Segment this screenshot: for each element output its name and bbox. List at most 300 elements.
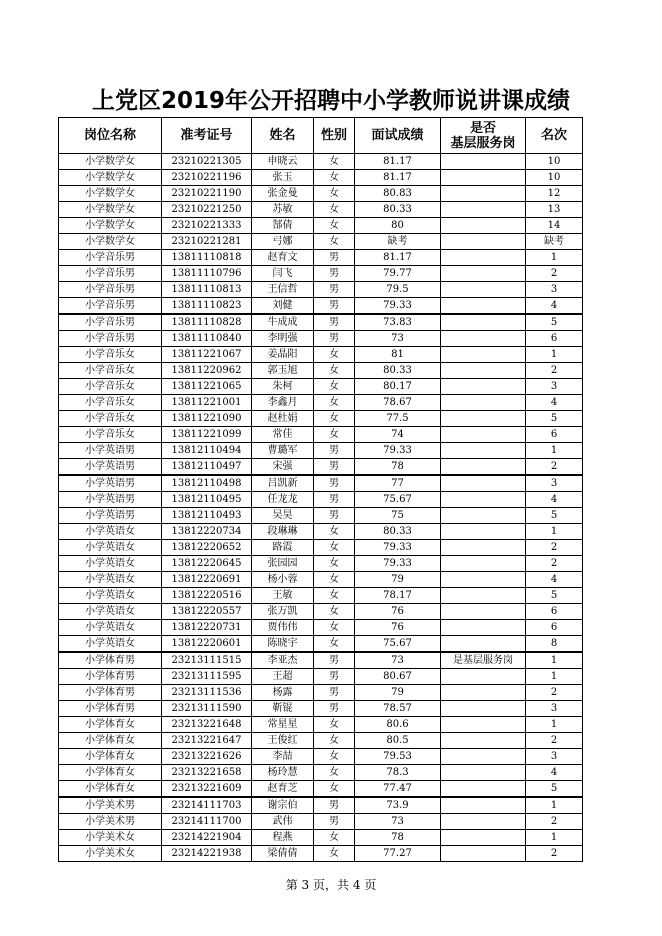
cell-name: 苏敏 [252,202,314,218]
cell-score: 75.67 [355,492,441,508]
cell-position: 小学音乐男 [59,331,162,347]
cell-name: 常星星 [252,717,314,733]
cell-exam-id: 23214111703 [162,797,252,814]
cell-gender: 男 [314,250,355,266]
cell-exam-id: 23213221648 [162,717,252,733]
table-row [59,331,583,347]
cell-score: 73 [355,814,441,830]
cell-gender: 女 [314,202,355,218]
table-row [59,814,583,830]
cell-position: 小学数学女 [59,202,162,218]
cell-score: 76 [355,620,441,636]
cell-position: 小学体育女 [59,733,162,749]
cell-score: 81 [355,347,441,363]
cell-grassroots [441,379,526,395]
table-body [59,154,583,862]
cell-rank: 1 [526,797,583,814]
cell-gender: 女 [314,218,355,234]
cell-score: 79 [355,685,441,701]
cell-rank: 1 [526,652,583,669]
cell-score: 73.9 [355,797,441,814]
cell-exam-id: 23214111700 [162,814,252,830]
cell-name: 申晓云 [252,154,314,170]
cell-position: 小学英语女 [59,604,162,620]
table-row [59,443,583,459]
cell-grassroots [441,669,526,685]
cell-position: 小学音乐男 [59,250,162,266]
cell-grassroots [441,459,526,476]
table-row [59,685,583,701]
cell-name: 赵育文 [252,250,314,266]
cell-exam-id: 13812110498 [162,475,252,492]
cell-gender: 女 [314,347,355,363]
cell-position: 小学体育男 [59,652,162,669]
cell-exam-id: 23210221250 [162,202,252,218]
cell-gender: 女 [314,524,355,540]
table-row [59,733,583,749]
table-row [59,314,583,331]
cell-exam-id: 13812110495 [162,492,252,508]
table-row [59,298,583,315]
table-row [59,717,583,733]
table-row [59,669,583,685]
cell-name: 曹璐军 [252,443,314,459]
header-exam-id: 准考证号 [162,118,252,154]
table-row [59,524,583,540]
cell-score: 79.5 [355,282,441,298]
cell-exam-id: 13811110828 [162,314,252,331]
cell-exam-id: 13812220734 [162,524,252,540]
cell-position: 小学音乐女 [59,427,162,443]
cell-name: 王信哲 [252,282,314,298]
cell-exam-id: 23213111595 [162,669,252,685]
table-row [59,620,583,636]
table-row [59,830,583,846]
table-row [59,186,583,202]
cell-rank: 13 [526,202,583,218]
table-row [59,652,583,669]
cell-grassroots [441,846,526,862]
cell-name: 杨玲慧 [252,765,314,781]
cell-name: 张园园 [252,556,314,572]
cell-rank: 6 [526,604,583,620]
cell-position: 小学英语男 [59,459,162,476]
cell-grassroots [441,347,526,363]
cell-gender: 男 [314,814,355,830]
cell-exam-id: 13811221065 [162,379,252,395]
cell-gender: 男 [314,314,355,331]
cell-score: 75 [355,508,441,524]
cell-grassroots [441,604,526,620]
cell-score: 80.17 [355,379,441,395]
table-row [59,395,583,411]
table-row [59,202,583,218]
cell-score: 79.53 [355,749,441,765]
table-row [59,363,583,379]
cell-gender: 男 [314,298,355,315]
cell-position: 小学体育男 [59,669,162,685]
cell-score: 80.5 [355,733,441,749]
cell-position: 小学数学女 [59,186,162,202]
cell-name: 李明强 [252,331,314,347]
cell-name: 武伟 [252,814,314,830]
cell-name: 刘健 [252,298,314,315]
cell-grassroots [441,314,526,331]
cell-position: 小学音乐男 [59,282,162,298]
cell-rank: 4 [526,395,583,411]
cell-score: 78.17 [355,588,441,604]
cell-score: 81.17 [355,170,441,186]
cell-rank: 6 [526,427,583,443]
cell-gender: 男 [314,443,355,459]
cell-rank: 1 [526,347,583,363]
cell-name: 郭玉旭 [252,363,314,379]
cell-grassroots [441,830,526,846]
cell-grassroots [441,170,526,186]
cell-exam-id: 13812220652 [162,540,252,556]
cell-score: 73 [355,331,441,347]
cell-gender: 女 [314,363,355,379]
cell-score: 80.6 [355,717,441,733]
cell-rank: 3 [526,282,583,298]
cell-name: 常佳 [252,427,314,443]
cell-gender: 男 [314,508,355,524]
cell-rank: 3 [526,701,583,717]
cell-grassroots [441,749,526,765]
table-row [59,797,583,814]
cell-position: 小学美术女 [59,846,162,862]
table-row [59,846,583,862]
cell-grassroots [441,298,526,315]
cell-gender: 女 [314,765,355,781]
cell-gender: 女 [314,604,355,620]
cell-score: 73 [355,652,441,669]
cell-rank: 5 [526,588,583,604]
cell-rank: 1 [526,830,583,846]
cell-exam-id: 13812110494 [162,443,252,459]
table-row [59,282,583,298]
cell-rank: 2 [526,733,583,749]
cell-grassroots [441,540,526,556]
cell-exam-id: 13811110840 [162,331,252,347]
cell-gender: 女 [314,830,355,846]
cell-score: 80.33 [355,524,441,540]
cell-rank: 2 [526,540,583,556]
cell-gender: 男 [314,459,355,476]
cell-rank: 2 [526,846,583,862]
cell-rank: 6 [526,620,583,636]
cell-gender: 男 [314,492,355,508]
cell-exam-id: 13812220731 [162,620,252,636]
table-row [59,636,583,653]
cell-gender: 女 [314,733,355,749]
cell-score: 78.57 [355,701,441,717]
cell-exam-id: 13811220962 [162,363,252,379]
header-grassroots: 是否 基层服务岗 [441,118,526,154]
cell-name: 路霞 [252,540,314,556]
cell-score: 79.33 [355,298,441,315]
cell-gender: 女 [314,556,355,572]
cell-exam-id: 13811110796 [162,266,252,282]
table-row [59,218,583,234]
table-row [59,765,583,781]
cell-rank: 3 [526,749,583,765]
cell-name: 张玉 [252,170,314,186]
cell-gender: 女 [314,749,355,765]
cell-name: 梁倩倩 [252,846,314,862]
cell-score: 80.33 [355,363,441,379]
cell-score: 80.83 [355,186,441,202]
cell-name: 张万凯 [252,604,314,620]
cell-rank: 14 [526,218,583,234]
cell-name: 李鑫月 [252,395,314,411]
cell-score: 78.3 [355,765,441,781]
cell-grassroots [441,202,526,218]
cell-gender: 男 [314,701,355,717]
cell-exam-id: 23213221647 [162,733,252,749]
cell-exam-id: 23210221333 [162,218,252,234]
cell-rank: 3 [526,379,583,395]
cell-grassroots [441,331,526,347]
cell-position: 小学数学女 [59,218,162,234]
cell-rank: 1 [526,524,583,540]
cell-name: 王俊红 [252,733,314,749]
cell-grassroots [441,266,526,282]
cell-rank: 10 [526,170,583,186]
table-row [59,411,583,427]
cell-position: 小学体育女 [59,717,162,733]
cell-gender: 女 [314,234,355,250]
cell-exam-id: 13811221067 [162,347,252,363]
cell-name: 陈晓宇 [252,636,314,653]
cell-name: 段琳琳 [252,524,314,540]
cell-gender: 女 [314,636,355,653]
cell-grassroots [441,234,526,250]
cell-exam-id: 13812220516 [162,588,252,604]
header-gender: 性别 [314,118,355,154]
cell-exam-id: 13811110813 [162,282,252,298]
cell-exam-id: 23210221190 [162,186,252,202]
cell-name: 朱柯 [252,379,314,395]
table-row [59,540,583,556]
cell-position: 小学英语女 [59,620,162,636]
cell-gender: 女 [314,540,355,556]
cell-score: 77 [355,475,441,492]
cell-name: 李喆 [252,749,314,765]
header-name: 姓名 [252,118,314,154]
table-row [59,604,583,620]
table-row [59,701,583,717]
cell-name: 杨露 [252,685,314,701]
cell-name: 王超 [252,669,314,685]
cell-grassroots [441,475,526,492]
cell-score: 81.17 [355,250,441,266]
cell-gender: 女 [314,427,355,443]
cell-gender: 女 [314,395,355,411]
cell-name: 张金曼 [252,186,314,202]
cell-position: 小学音乐女 [59,411,162,427]
cell-rank: 缺考 [526,234,583,250]
cell-score: 75.67 [355,636,441,653]
cell-grassroots [441,685,526,701]
table-row [59,492,583,508]
cell-position: 小学音乐男 [59,298,162,315]
cell-name: 赵育芝 [252,781,314,798]
cell-exam-id: 23213221626 [162,749,252,765]
cell-score: 80.33 [355,202,441,218]
cell-score: 79.33 [355,556,441,572]
cell-rank: 2 [526,266,583,282]
cell-rank: 1 [526,443,583,459]
cell-grassroots [441,572,526,588]
table-row [59,749,583,765]
cell-score: 74 [355,427,441,443]
cell-rank: 2 [526,814,583,830]
cell-name: 弓娜 [252,234,314,250]
cell-position: 小学英语女 [59,588,162,604]
cell-position: 小学英语女 [59,556,162,572]
cell-name: 王敏 [252,588,314,604]
cell-position: 小学音乐女 [59,395,162,411]
cell-name: 赵杜娟 [252,411,314,427]
table-row [59,556,583,572]
cell-grassroots [441,797,526,814]
cell-score: 缺考 [355,234,441,250]
cell-gender: 男 [314,797,355,814]
cell-exam-id: 13811110823 [162,298,252,315]
cell-name: 贾伟伟 [252,620,314,636]
cell-name: 靳锟 [252,701,314,717]
table-row [59,266,583,282]
table-row [59,459,583,476]
cell-grassroots [441,620,526,636]
cell-score: 77.5 [355,411,441,427]
cell-rank: 1 [526,717,583,733]
cell-grassroots [441,395,526,411]
cell-gender: 男 [314,266,355,282]
cell-grassroots [441,524,526,540]
cell-exam-id: 13811221099 [162,427,252,443]
cell-grassroots [441,701,526,717]
cell-exam-id: 13811221090 [162,411,252,427]
table-row [59,427,583,443]
cell-rank: 4 [526,492,583,508]
cell-rank: 5 [526,781,583,798]
cell-score: 76 [355,604,441,620]
cell-position: 小学英语男 [59,475,162,492]
cell-exam-id: 23210221196 [162,170,252,186]
cell-gender: 女 [314,186,355,202]
cell-grassroots [441,363,526,379]
cell-position: 小学美术男 [59,814,162,830]
cell-position: 小学体育女 [59,781,162,798]
cell-exam-id: 13812110497 [162,459,252,476]
cell-name: 郜倩 [252,218,314,234]
cell-position: 小学美术男 [59,797,162,814]
cell-gender: 男 [314,652,355,669]
cell-name: 谢宗伯 [252,797,314,814]
table-row [59,475,583,492]
cell-rank: 5 [526,411,583,427]
cell-grassroots [441,781,526,798]
cell-score: 77.47 [355,781,441,798]
cell-exam-id: 13812110493 [162,508,252,524]
cell-position: 小学体育男 [59,685,162,701]
cell-grassroots [441,186,526,202]
cell-score: 79.77 [355,266,441,282]
cell-rank: 2 [526,685,583,701]
cell-exam-id: 23213111515 [162,652,252,669]
cell-gender: 男 [314,685,355,701]
cell-rank: 10 [526,154,583,170]
cell-score: 78.67 [355,395,441,411]
cell-grassroots [441,154,526,170]
cell-exam-id: 23214221904 [162,830,252,846]
cell-rank: 2 [526,459,583,476]
cell-gender: 女 [314,717,355,733]
cell-rank: 5 [526,314,583,331]
cell-name: 杨小蓉 [252,572,314,588]
cell-exam-id: 13812220601 [162,636,252,653]
cell-exam-id: 13811221001 [162,395,252,411]
cell-position: 小学音乐女 [59,379,162,395]
cell-grassroots [441,411,526,427]
table-row [59,347,583,363]
cell-position: 小学英语男 [59,492,162,508]
cell-exam-id: 23213111536 [162,685,252,701]
cell-score: 79.33 [355,540,441,556]
cell-name: 李亚杰 [252,652,314,669]
cell-gender: 男 [314,475,355,492]
header-rank: 名次 [526,118,583,154]
cell-gender: 男 [314,282,355,298]
cell-exam-id: 13812220645 [162,556,252,572]
cell-score: 73.83 [355,314,441,331]
cell-grassroots: 是基层服务岗 [441,652,526,669]
cell-name: 姜晶阳 [252,347,314,363]
header-position: 岗位名称 [59,118,162,154]
table-row [59,234,583,250]
cell-rank: 4 [526,765,583,781]
cell-grassroots [441,427,526,443]
cell-rank: 2 [526,556,583,572]
cell-score: 81.17 [355,154,441,170]
table-header-row [59,118,583,154]
cell-gender: 女 [314,411,355,427]
score-table [58,117,583,862]
cell-gender: 女 [314,846,355,862]
cell-rank: 2 [526,363,583,379]
cell-position: 小学英语男 [59,508,162,524]
cell-position: 小学英语女 [59,524,162,540]
cell-grassroots [441,814,526,830]
table-row [59,572,583,588]
cell-exam-id: 23210221305 [162,154,252,170]
cell-position: 小学美术女 [59,830,162,846]
cell-position: 小学体育女 [59,749,162,765]
cell-name: 程燕 [252,830,314,846]
cell-gender: 女 [314,572,355,588]
cell-exam-id: 13812220557 [162,604,252,620]
cell-position: 小学英语女 [59,636,162,653]
cell-score: 78 [355,459,441,476]
cell-gender: 女 [314,154,355,170]
cell-gender: 女 [314,588,355,604]
cell-grassroots [441,250,526,266]
cell-exam-id: 13812220691 [162,572,252,588]
cell-name: 任龙龙 [252,492,314,508]
cell-exam-id: 23214221938 [162,846,252,862]
